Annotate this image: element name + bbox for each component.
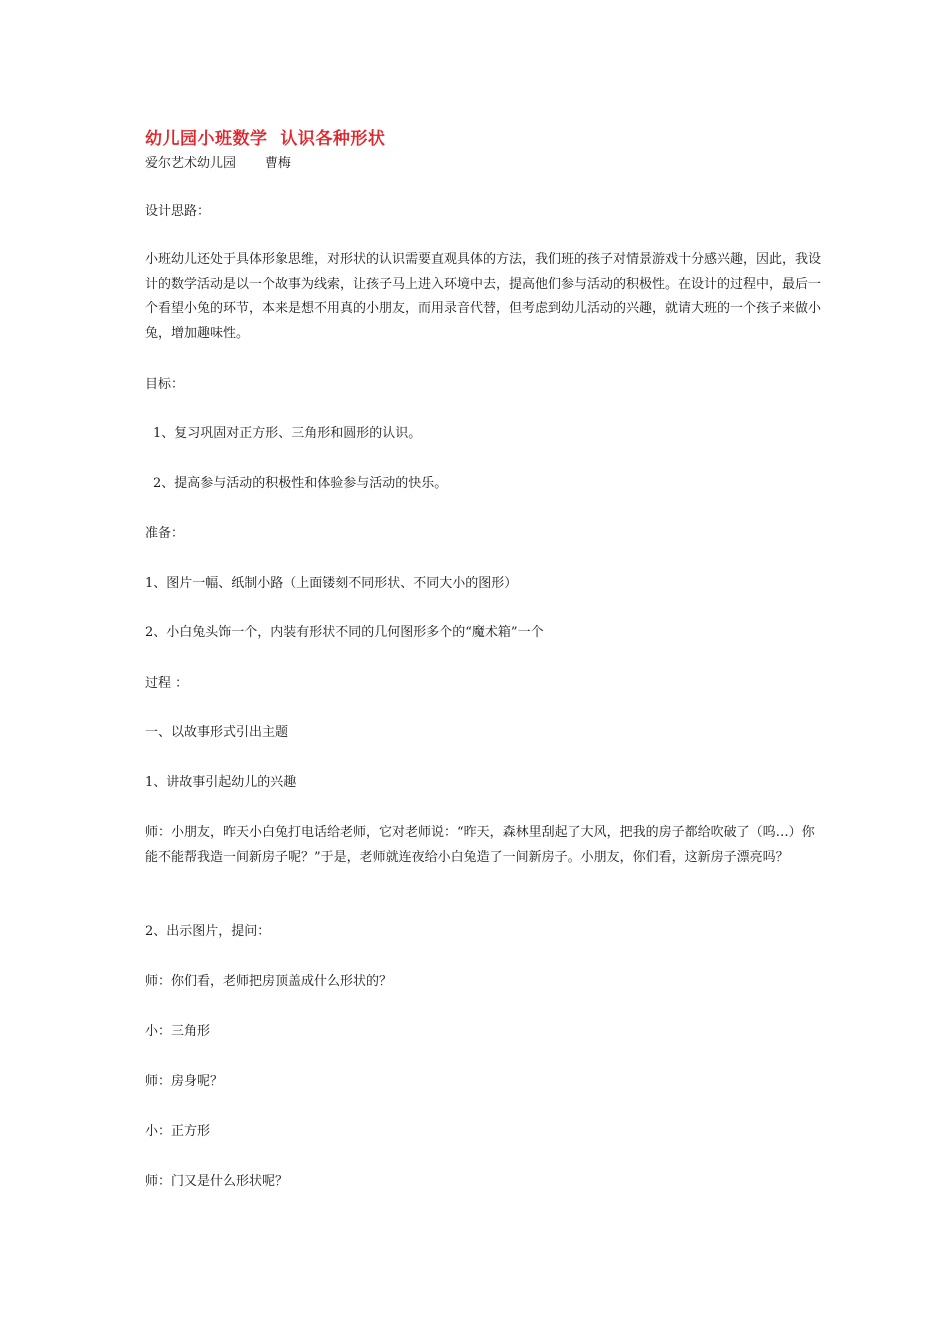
- process-heading: 过程 ：: [145, 676, 189, 691]
- process-step-2: 2、出示图片，提问：: [145, 924, 271, 939]
- dialogue-question-3: 师：门又是什么形状呢？: [145, 1174, 289, 1189]
- dialogue-answer-2: 小：正方形: [145, 1124, 211, 1139]
- goal-item-2: 2、提高参与活动的积极性和体验参与活动的快乐。: [153, 476, 448, 491]
- design-heading: 设计思路：: [145, 204, 211, 219]
- prep-item-1: 1、图片一幅、纸制小路（上面镂刻不同形状、不同大小的图形）: [145, 576, 518, 591]
- author-line: 爱尔艺术幼儿园 曹梅: [145, 156, 291, 171]
- document-title: 幼儿园小班数学 认识各种形状: [145, 129, 386, 149]
- story-paragraph: 师：小朋友，昨天小白兔打电话给老师，它对老师说：“昨天，森林里刮起了大风，把我的房子都给吹破了（呜…）你能不能帮我造一间新房子呢？”于是，老师就连夜给小白兔造了一间新房子。小朋友，你们看，这新房子漂亮吗？: [145, 825, 815, 865]
- goals-heading: 目标：: [145, 377, 185, 392]
- dialogue-question-1: 师：你们看，老师把房顶盖成什么形状的？: [145, 974, 393, 989]
- dialogue-answer-1: 小：三角形: [145, 1024, 211, 1039]
- dialogue-question-2: 师：房身呢？: [145, 1074, 224, 1089]
- goal-item-1: 1、复习巩固对正方形、三角形和圆形的认识。: [153, 426, 422, 441]
- process-step-1: 1、讲故事引起幼儿的兴趣: [145, 775, 297, 790]
- prep-heading: 准备：: [145, 526, 185, 541]
- design-body: 小班幼儿还处于具体形象思维，对形状的认识需要直观具体的方法，我们班的孩子对情景游戏十分感兴趣，因此，我设计的数学活动是以一个故事为线索，让孩子马上进入环境中去，提高他们参与活动的积极性。在设计的过程中，最后一个看望小兔的环节，本来是想不用真的小朋友，而用录音代替，但考虑到幼儿活动的兴趣，就请大班的一个孩子来做小兔，增加趣味性。: [145, 252, 822, 341]
- process-part-1: 一、以故事形式引出主题: [145, 725, 289, 740]
- prep-item-2: 2、小白兔头饰一个，内装有形状不同的几何图形多个的“魔术箱”一个: [145, 625, 544, 640]
